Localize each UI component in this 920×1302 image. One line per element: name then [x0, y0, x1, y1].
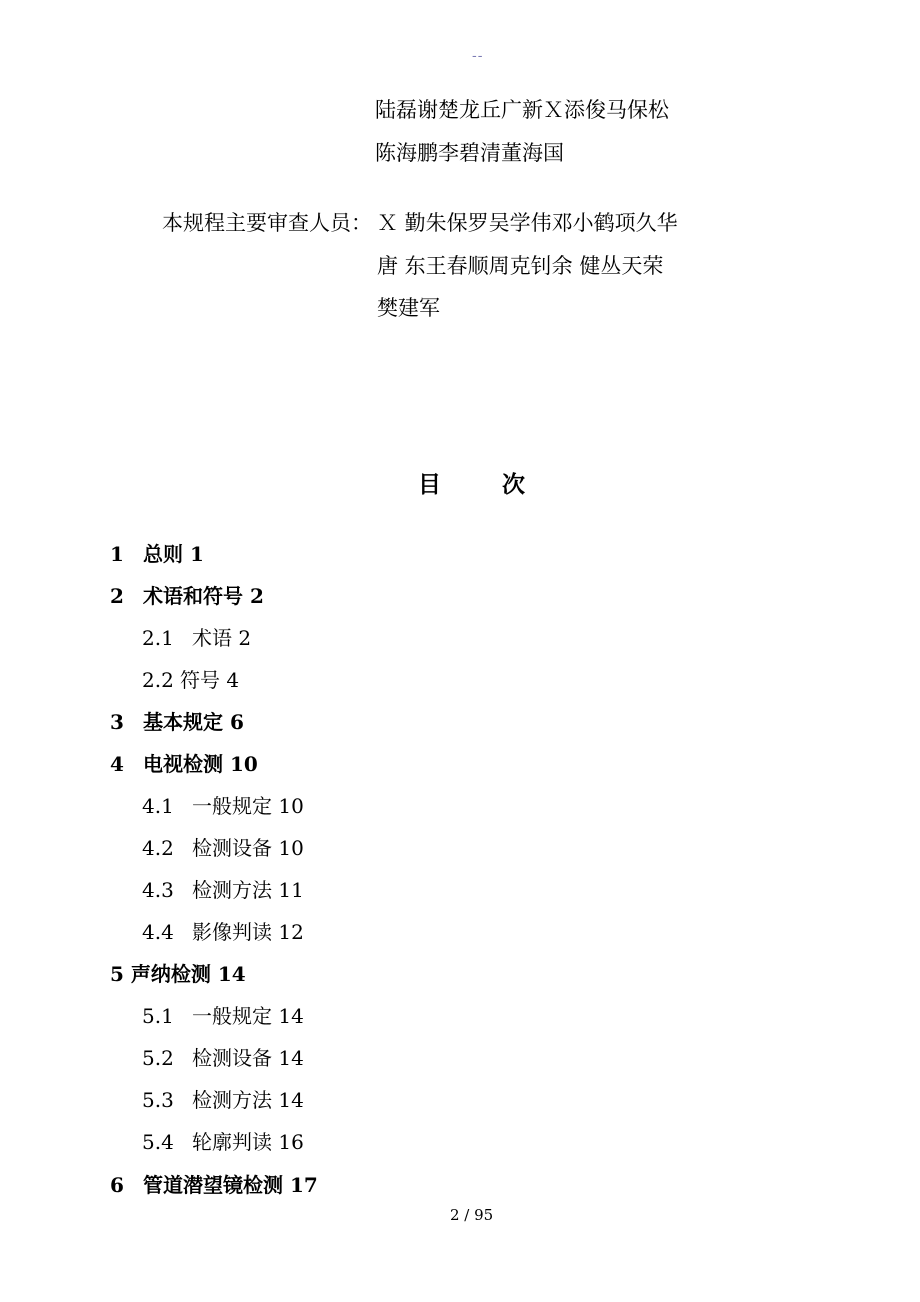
toc-entry-text: 检测方法 14: [192, 1088, 304, 1112]
toc-entry-number: 5: [110, 962, 124, 986]
toc-entry-number: 4.4: [142, 920, 174, 944]
authors-line-1: 陆磊谢楚龙丘广新Ｘ添俊马保松: [375, 98, 669, 122]
toc-entry-text: 管道潜望镜检测 17: [143, 1173, 318, 1197]
toc-entry[interactable]: [110, 541, 204, 567]
toc-entry-text: 电视检测 10: [143, 752, 258, 776]
toc-entry[interactable]: [142, 793, 304, 819]
toc-entry[interactable]: [142, 1129, 304, 1155]
toc-entry[interactable]: [142, 919, 304, 945]
toc-entry-number: 4: [110, 752, 124, 776]
toc-title-right: 次: [502, 471, 525, 498]
toc-entry-text: 基本规定 6: [143, 710, 244, 734]
toc-entry[interactable]: [110, 709, 244, 735]
toc-entry[interactable]: [142, 835, 304, 861]
toc-entry-text: 检测设备 14: [192, 1046, 304, 1070]
reviewers-label: 本规程主要审查人员：: [162, 211, 372, 235]
toc-entry[interactable]: [142, 1045, 304, 1071]
toc-entry-text: 一般规定 10: [192, 794, 304, 818]
toc-entry[interactable]: [110, 1172, 318, 1198]
header-mark: --: [472, 48, 484, 64]
toc-entry[interactable]: [142, 625, 251, 651]
reviewers-line-1: Ｘ 勤朱保罗吴学伟邓小鹤项久华: [377, 211, 678, 235]
toc-entry-text: 总则 1: [143, 542, 204, 566]
toc-entry-number: 2.2: [142, 668, 174, 692]
reviewers-line-3: 樊建军: [377, 296, 440, 320]
toc-entry-number: 4.1: [142, 794, 174, 818]
toc-entry[interactable]: [110, 961, 246, 987]
toc-entry-text: 符号 4: [180, 668, 240, 692]
toc-entry-text: 检测设备 10: [192, 836, 304, 860]
toc-entry-number: 5.4: [142, 1130, 174, 1154]
toc-entry-number: 5.3: [142, 1088, 174, 1112]
page-number: 2 / 95: [450, 1206, 494, 1224]
toc-entry-text: 术语 2: [192, 626, 252, 650]
authors-line-2: 陈海鹏李碧清董海国: [375, 141, 564, 165]
toc-entry-text: 检测方法 11: [192, 878, 304, 902]
toc-entry-text: 一般规定 14: [192, 1004, 304, 1028]
toc-entry-text: 术语和符号 2: [143, 584, 264, 608]
toc-title-left: 目: [418, 471, 441, 498]
toc-entry-number: 5.2: [142, 1046, 174, 1070]
toc-entry-number: 4.3: [142, 878, 174, 902]
toc-entry-text: 声纳检测 14: [130, 962, 246, 986]
toc-entry-number: 4.2: [142, 836, 174, 860]
toc-entry[interactable]: [142, 667, 239, 693]
reviewers-line-2: 唐 东王春顺周克钊余 健丛天荣: [377, 254, 664, 278]
toc-entry-number: 5.1: [142, 1004, 174, 1028]
toc-entry-number: 6: [110, 1173, 124, 1197]
toc-entry-text: 轮廓判读 16: [192, 1130, 304, 1154]
toc-entry[interactable]: [110, 583, 264, 609]
toc-entry[interactable]: [142, 1003, 304, 1029]
toc-entry-text: 影像判读 12: [192, 920, 304, 944]
toc-entry-number: 1: [110, 542, 124, 566]
toc-entry[interactable]: [142, 1087, 304, 1113]
toc-entry-number: 2: [110, 584, 124, 608]
toc-entry-number: 3: [110, 710, 124, 734]
toc-entry-number: 2.1: [142, 626, 174, 650]
toc-entry[interactable]: [142, 877, 304, 903]
toc-entry[interactable]: [110, 751, 258, 777]
